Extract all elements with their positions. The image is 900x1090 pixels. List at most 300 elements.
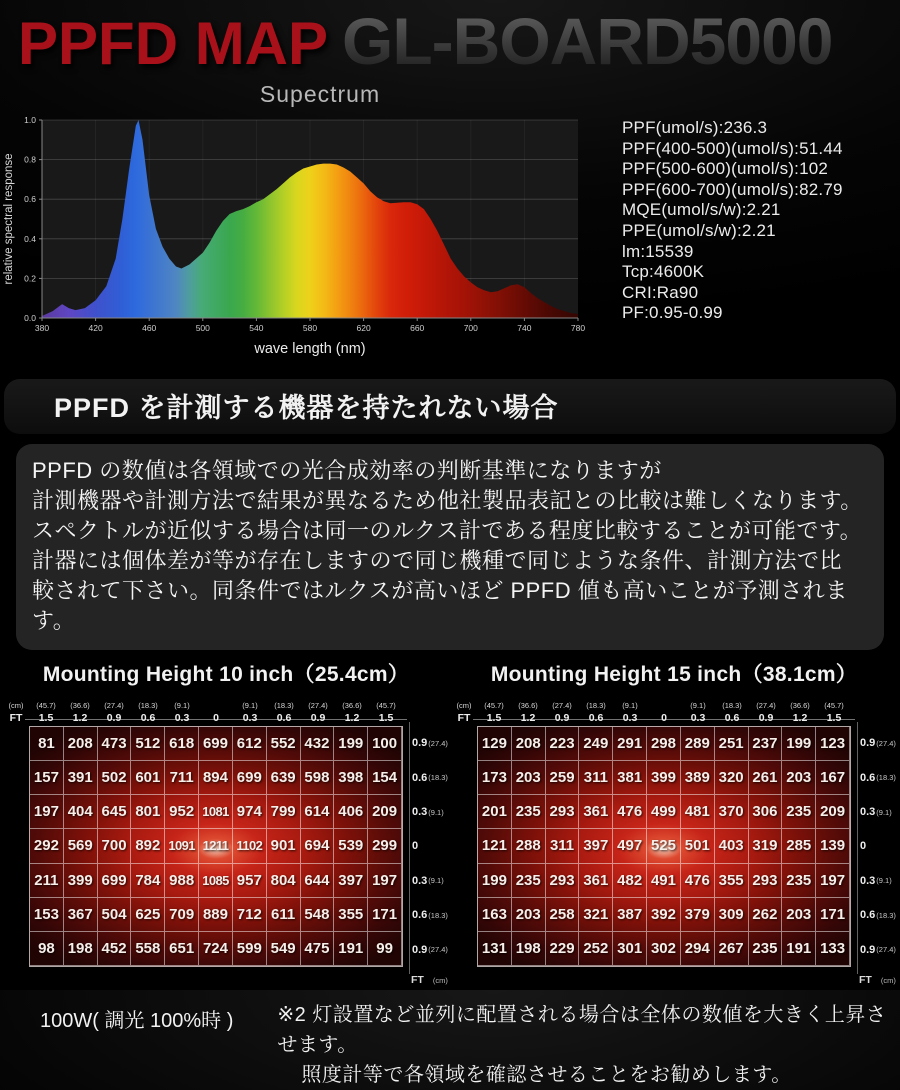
ppfd-cell: 475 (301, 932, 335, 966)
ppfd-cell: 294 (681, 932, 715, 966)
row-label (854, 933, 896, 967)
row-cm-label: (27.4) (428, 738, 448, 748)
ppfd-cell: 712 (233, 898, 267, 932)
ppfd-cell: 293 (546, 864, 580, 898)
ppfd-cell: 258 (546, 898, 580, 932)
spec-line: Tcp:4600K (622, 262, 705, 282)
bottom-corner (855, 974, 896, 986)
ppfd-cell: 391 (64, 761, 98, 795)
col-cm-label: (9.1) (242, 701, 258, 710)
ppfd-cell: 397 (334, 864, 368, 898)
ppfd-cell: 171 (368, 898, 402, 932)
col-head (579, 700, 613, 726)
row-ft-label: 0.3 (412, 874, 428, 887)
page-title (0, 0, 900, 77)
axis-corner-cm-label: (cm) (8, 701, 24, 710)
axis-corner (3, 700, 29, 726)
row-ft-label: 0.3 (860, 874, 876, 887)
col-cm-label: (27.4) (552, 701, 572, 710)
footer-note-line2: 照度計等で各領域を確認させることをお勧めします。 (301, 1064, 792, 1086)
notice-line: 計測機器や計測方法で結果が異なるため他社製品表記との比較は難しくなります。 (32, 488, 863, 513)
col-ft-label: 0 (213, 712, 219, 724)
ppfd-cell: 699 (98, 864, 132, 898)
row-ft-label: 0.6 (412, 771, 428, 784)
svg-text:0.4: 0.4 (24, 233, 36, 244)
ppfd-cell: 611 (267, 898, 301, 932)
row-cm-label: (27.4) (428, 945, 448, 955)
col-ft-label: 1.5 (826, 712, 842, 724)
ppfd-cell: 299 (368, 829, 402, 863)
ppfd-cell: 223 (546, 727, 580, 761)
svg-text:740: 740 (517, 323, 532, 333)
row-labels (406, 726, 448, 967)
ppfd-cell: 399 (647, 761, 681, 795)
ppfd-cell: 197 (368, 864, 402, 898)
ppfd-cell: 482 (613, 864, 647, 898)
ppfd-cell: 612 (233, 727, 267, 761)
col-cm-label: (18.3) (722, 701, 742, 710)
notice-line: スペクトルが近似する場合は同一のルクス計である程度比較することが可能です。 (32, 518, 863, 543)
col-head (301, 700, 335, 726)
ppfd-cell: 98 (30, 932, 64, 966)
spec-line: PF:0.95-0.99 (622, 303, 723, 323)
ppfd-cell: 614 (301, 795, 335, 829)
ppfd-cell: 289 (681, 727, 715, 761)
ppfd-cell: 249 (579, 727, 613, 761)
ppfd-cell: 952 (165, 795, 199, 829)
spectrum-chart (0, 112, 596, 365)
bottom-corner-cm: (cm) (880, 976, 896, 985)
ppfd-cell: 306 (749, 795, 783, 829)
svg-text:1.0: 1.0 (24, 115, 36, 125)
col-cm-label: (36.6) (342, 701, 362, 710)
ppfd-cell: 235 (782, 864, 816, 898)
ppfd-cell: 198 (512, 932, 546, 966)
col-head (477, 700, 511, 726)
ppfd-cell: 355 (334, 898, 368, 932)
ppfd-cell: 199 (478, 864, 512, 898)
notice-line: 計器には個体差が等が存在しますので同じ機種で同じような条件、計測方法で比 (32, 548, 843, 573)
ppfd-cell: 361 (579, 864, 613, 898)
ppfd-cell: 392 (647, 898, 681, 932)
ppfd-cell: 99 (368, 932, 402, 966)
notice-banner: PPFD を計測する機器を持たれない場合 (4, 379, 896, 434)
col-cm-label: (45.7) (824, 701, 844, 710)
spectrum-section (0, 112, 900, 365)
ppfd-cell: 569 (64, 829, 98, 863)
ppfd-cell: 203 (782, 898, 816, 932)
col-ft-label: 0.3 (622, 712, 638, 724)
table-top-axis (3, 700, 403, 726)
ppfd-cell: 644 (301, 864, 335, 898)
ppfd-cell: 311 (546, 829, 580, 863)
col-ft-label: 0.9 (554, 712, 570, 724)
ppfd-cell: 398 (334, 761, 368, 795)
svg-text:relative spectral response: relative spectral response (3, 153, 15, 285)
title-product: GL-BOARD5000 (342, 4, 833, 78)
ppfd-cell: 481 (681, 795, 715, 829)
ppfd-cell: 319 (749, 829, 783, 863)
specs-list (622, 112, 843, 365)
col-cm-label: (18.3) (274, 701, 294, 710)
title-ppfd-map: PPFD MAP (18, 10, 329, 77)
ppfd-cell: 198 (64, 932, 98, 966)
ppfd-cell: 497 (613, 829, 647, 863)
ppfd-cell: 173 (478, 761, 512, 795)
ppfd-cell: 889 (199, 898, 233, 932)
ppfd-map (3, 700, 449, 992)
col-cm-label: (27.4) (104, 701, 124, 710)
ppfd-grid (477, 726, 851, 967)
row-cm-label: (27.4) (876, 738, 896, 748)
ppfd-cell: 301 (613, 932, 647, 966)
row-ft-label: 0.6 (412, 909, 428, 922)
table-top-axis (451, 700, 851, 726)
ppfd-cell: 399 (64, 864, 98, 898)
ppfd-cell: 208 (64, 727, 98, 761)
col-cm-label: (9.1) (690, 701, 706, 710)
col-ft-label: 1.5 (38, 712, 54, 724)
table-title: Mounting Height 10 inch（25.4cm） (42, 663, 410, 686)
ppfd-cell: 203 (512, 898, 546, 932)
ppfd-cell: 1081 (199, 795, 233, 829)
notice-box (16, 444, 884, 650)
ppfd-cell: 292 (30, 829, 64, 863)
col-cm-label: (18.3) (586, 701, 606, 710)
table-title: Mounting Height 15 inch（38.1cm） (490, 663, 858, 686)
row-cm-label: (18.3) (428, 910, 448, 920)
col-head (511, 700, 545, 726)
svg-text:0.2: 0.2 (24, 273, 36, 284)
col-head (165, 700, 199, 726)
ppfd-cell: 361 (579, 795, 613, 829)
ppfd-map (451, 700, 897, 992)
ppfd-cell: 235 (749, 932, 783, 966)
spec-line: MQE(umol/s/w):2.21 (622, 200, 781, 220)
ppfd-grid (29, 726, 403, 967)
col-ft-label: 0.3 (174, 712, 190, 724)
col-head (97, 700, 131, 726)
ppfd-cell: 406 (334, 795, 368, 829)
ppfd-cell: 473 (98, 727, 132, 761)
bottom-corner-ft: FT (411, 974, 424, 986)
col-cm-label: (36.6) (790, 701, 810, 710)
ppfd-cell: 894 (199, 761, 233, 795)
ppfd-cell: 452 (98, 932, 132, 966)
ppfd-cell: 100 (368, 727, 402, 761)
col-head (267, 700, 301, 726)
ppfd-cell: 302 (647, 932, 681, 966)
row-label (406, 795, 448, 829)
col-ft-label: 1.5 (378, 712, 394, 724)
ppfd-cell: 403 (715, 829, 749, 863)
footer-note (277, 1000, 900, 1090)
row-labels (854, 726, 896, 967)
row-label (406, 898, 448, 932)
ppfd-cell: 259 (546, 761, 580, 795)
spec-line: PPF(600-700)(umol/s):82.79 (622, 179, 843, 199)
ppfd-cell: 291 (613, 727, 647, 761)
spectrum-title: Supectrum (259, 81, 381, 107)
row-cm-label: (18.3) (876, 910, 896, 920)
ppfd-cell: 694 (301, 829, 335, 863)
col-cm-label: (18.3) (138, 701, 158, 710)
ppfd-cell: 229 (546, 932, 580, 966)
spectrum-svg (0, 112, 596, 360)
ppfd-cell: 799 (267, 795, 301, 829)
col-head (233, 700, 267, 726)
ppfd-cell: 711 (165, 761, 199, 795)
row-ft-label: 0 (412, 840, 419, 853)
ppfd-cell: 199 (334, 727, 368, 761)
ppfd-cell: 491 (647, 864, 681, 898)
ppfd-cell: 476 (681, 864, 715, 898)
row-cm-label: (9.1) (428, 807, 444, 817)
col-cm-label: (45.7) (376, 701, 396, 710)
ppfd-cell: 724 (199, 932, 233, 966)
row-ft-label: 0.3 (860, 806, 876, 819)
row-ft-label: 0.9 (860, 943, 876, 956)
col-ft-label: 0.9 (106, 712, 122, 724)
col-ft-label: 0.9 (758, 712, 774, 724)
ppfd-cell: 539 (334, 829, 368, 863)
ppfd-cell: 512 (131, 727, 165, 761)
col-head (63, 700, 97, 726)
ppfd-cell: 370 (715, 795, 749, 829)
ppfd-cell: 432 (301, 727, 335, 761)
col-ft-label: 1.2 (344, 712, 360, 724)
ppfd-cell: 601 (131, 761, 165, 795)
ppfd-cell: 699 (199, 727, 233, 761)
ppfd-cell: 801 (131, 795, 165, 829)
col-ft-label: 0.6 (724, 712, 740, 724)
ppfd-cell: 699 (233, 761, 267, 795)
ppfd-cell: 235 (512, 795, 546, 829)
ppfd-cell: 618 (165, 727, 199, 761)
row-cm-label: (27.4) (876, 945, 896, 955)
col-head (335, 700, 369, 726)
ppfd-cell: 784 (131, 864, 165, 898)
footer (0, 1000, 900, 1090)
ppfd-cell: 311 (579, 761, 613, 795)
spec-line: PPF(umol/s):236.3 (622, 118, 768, 137)
ppfd-cell: 251 (715, 727, 749, 761)
ppfd-cell: 267 (715, 932, 749, 966)
col-cm-label: (9.1) (174, 701, 190, 710)
svg-text:620: 620 (356, 323, 371, 333)
ppfd-cell: 293 (749, 864, 783, 898)
row-label (406, 864, 448, 898)
col-cm-label: (36.6) (70, 701, 90, 710)
ppfd-cell: 389 (681, 761, 715, 795)
ppfd-cell: 397 (579, 829, 613, 863)
ppfd-cell: 153 (30, 898, 64, 932)
svg-text:460: 460 (142, 323, 157, 333)
ppfd-cell: 203 (782, 761, 816, 795)
ppfd-cell: 525 (647, 829, 681, 863)
row-label (854, 864, 896, 898)
ppfd-cell: 288 (512, 829, 546, 863)
col-head (817, 700, 851, 726)
svg-text:420: 420 (88, 323, 103, 333)
ppfd-cell: 199 (782, 727, 816, 761)
row-label (854, 760, 896, 794)
col-head (613, 700, 647, 726)
col-cm-label: (9.1) (622, 701, 638, 710)
row-label (854, 795, 896, 829)
col-ft-label: 0.3 (242, 712, 258, 724)
spec-line: lm:15539 (622, 241, 694, 261)
svg-text:540: 540 (249, 323, 264, 333)
ppfd-cell: 81 (30, 727, 64, 761)
svg-text:380: 380 (34, 323, 50, 333)
ppfd-cell: 203 (512, 761, 546, 795)
axis-corner-ft-label: FT (457, 712, 471, 724)
svg-text:0.6: 0.6 (24, 194, 36, 205)
ppfd-cell: 163 (478, 898, 512, 932)
col-ft-label: 0 (661, 712, 667, 724)
ppfd-cell: 235 (512, 864, 546, 898)
ppfd-cell: 139 (816, 829, 850, 863)
ppfd-cell: 123 (816, 727, 850, 761)
svg-text:500: 500 (195, 323, 210, 333)
svg-text:wave length (nm): wave length (nm) (254, 341, 366, 357)
col-ft-label: 1.5 (486, 712, 502, 724)
row-label (406, 726, 448, 760)
ppfd-cell: 355 (715, 864, 749, 898)
col-head (29, 700, 63, 726)
ppfd-cell: 499 (647, 795, 681, 829)
bottom-corner (407, 974, 448, 986)
ppfd-cell: 191 (334, 932, 368, 966)
ppfd-cell: 476 (613, 795, 647, 829)
ppfd-cell: 235 (782, 795, 816, 829)
ppfd-cell: 502 (98, 761, 132, 795)
row-ft-label: 0.9 (860, 737, 876, 750)
ppfd-cell: 639 (267, 761, 301, 795)
col-cm-label: (36.6) (518, 701, 538, 710)
ppfd-cell: 167 (816, 761, 850, 795)
svg-text:0.0: 0.0 (24, 313, 36, 323)
col-ft-label: 1.2 (72, 712, 88, 724)
spec-line: PPF(400-500)(umol/s):51.44 (622, 138, 843, 158)
ppfd-cell: 598 (301, 761, 335, 795)
col-ft-label: 0.6 (588, 712, 604, 724)
col-head (715, 700, 749, 726)
col-head (783, 700, 817, 726)
spec-line: PPF(500-600)(umol/s):102 (622, 159, 829, 179)
ppfd-cell: 1211 (199, 829, 233, 863)
ppfd-cell: 191 (782, 932, 816, 966)
row-ft-label: 0 (860, 840, 867, 853)
row-ft-label: 0.3 (412, 806, 428, 819)
ppfd-cell: 367 (64, 898, 98, 932)
ppfd-cell: 625 (131, 898, 165, 932)
col-cm-label: (27.4) (756, 701, 776, 710)
ppfd-cell: 1091 (165, 829, 199, 863)
col-ft-label: 0.6 (276, 712, 292, 724)
ppfd-cell: 209 (816, 795, 850, 829)
ppfd-cell: 131 (478, 932, 512, 966)
row-label (406, 829, 448, 863)
ppfd-cell: 197 (30, 795, 64, 829)
axis-corner (451, 700, 477, 726)
ppfd-cell: 285 (782, 829, 816, 863)
ppfd-cell: 298 (647, 727, 681, 761)
row-ft-label: 0.9 (412, 943, 428, 956)
ppfd-cell: 558 (131, 932, 165, 966)
ppfd-cell: 552 (267, 727, 301, 761)
ppfd-cell: 197 (816, 864, 850, 898)
ppfd-cell: 1085 (199, 864, 233, 898)
ppfd-cell: 320 (715, 761, 749, 795)
ppfd-cell: 121 (478, 829, 512, 863)
row-ft-label: 0.9 (412, 737, 428, 750)
spec-line: CRI:Ra90 (622, 282, 699, 302)
ppfd-cell: 988 (165, 864, 199, 898)
footer-wattage: 100W( 調光 100%時 ) (40, 1010, 234, 1032)
ppfd-cell: 154 (368, 761, 402, 795)
svg-text:780: 780 (570, 323, 586, 333)
ppfd-cell: 651 (165, 932, 199, 966)
col-head (369, 700, 403, 726)
ppfd-cell: 504 (98, 898, 132, 932)
axis-corner-ft-label: FT (9, 712, 23, 724)
ppfd-cell: 262 (749, 898, 783, 932)
svg-text:660: 660 (410, 323, 425, 333)
notice-line: PPFD の数値は各領域での光合成効率の判断基準になりますが (32, 458, 662, 483)
col-ft-label: 0.3 (690, 712, 706, 724)
ppfd-cell: 237 (749, 727, 783, 761)
ppfd-cell: 261 (749, 761, 783, 795)
ppfd-cell: 309 (715, 898, 749, 932)
col-ft-label: 0.9 (310, 712, 326, 724)
ppfd-cell: 209 (368, 795, 402, 829)
svg-text:0.8: 0.8 (24, 154, 36, 165)
ppfd-cell: 201 (478, 795, 512, 829)
ppfd-cell: 133 (816, 932, 850, 966)
ppfd-table-15inch (451, 658, 897, 992)
ppfd-cell: 404 (64, 795, 98, 829)
bottom-corner-ft: FT (859, 974, 872, 986)
axis-corner-cm-label: (cm) (456, 701, 472, 710)
col-ft-label: 0.6 (140, 712, 156, 724)
svg-text:580: 580 (302, 323, 318, 333)
footer-note-line1: ※2 灯設置など並列に配置される場合は全体の数値を大きく上昇させます。 (277, 1004, 887, 1056)
col-ft-label: 1.2 (520, 712, 536, 724)
row-label (854, 829, 896, 863)
col-head (681, 700, 715, 726)
ppfd-cell: 157 (30, 761, 64, 795)
row-label (406, 760, 448, 794)
spec-line: PPE(umol/s/w):2.21 (622, 220, 776, 240)
notice-line: 較されて下さい。同条件ではルクスが高いほど PPFD 値も高いことが予測されます。 (32, 578, 848, 633)
ppfd-cell: 700 (98, 829, 132, 863)
ppfd-cell: 599 (233, 932, 267, 966)
col-head (131, 700, 165, 726)
ppfd-cell: 501 (681, 829, 715, 863)
ppfd-cell: 645 (98, 795, 132, 829)
row-cm-label: (9.1) (428, 876, 444, 886)
ppfd-cell: 892 (131, 829, 165, 863)
col-head (647, 700, 681, 726)
row-cm-label: (18.3) (876, 773, 896, 783)
ppfd-cell: 171 (816, 898, 850, 932)
ppfd-cell: 252 (579, 932, 613, 966)
col-cm-label: (27.4) (308, 701, 328, 710)
ppfd-cell: 901 (267, 829, 301, 863)
ppfd-cell: 1102 (233, 829, 267, 863)
